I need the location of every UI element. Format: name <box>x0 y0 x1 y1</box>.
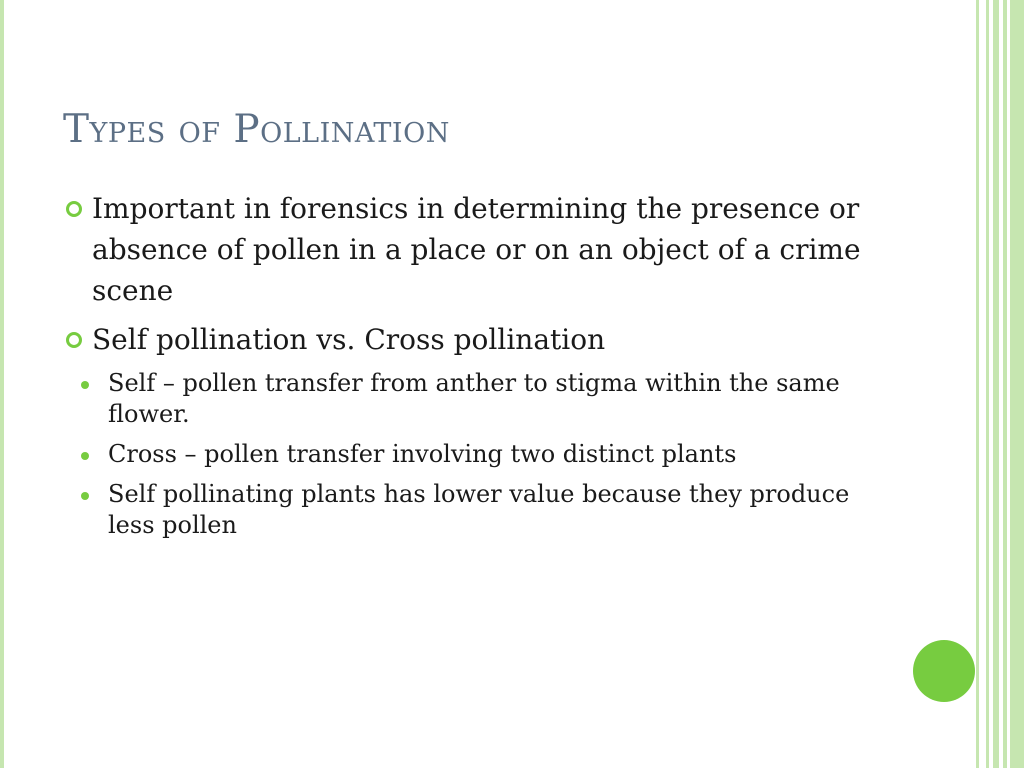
bullet-item <box>66 319 866 360</box>
filled-dot-bullet-icon <box>81 381 89 389</box>
stripe-gap <box>1007 0 1010 768</box>
stripe <box>986 0 989 768</box>
sub-bullet-text: Self – pollen transfer from anther to stigma within the same flower. <box>108 369 840 428</box>
right-decorative-stripes <box>976 0 1024 768</box>
bullet-text: Important in forensics in determining the presence or absence of pollen in a place or on an object of a crime scene <box>92 192 861 307</box>
filled-dot-bullet-icon <box>81 452 89 460</box>
hollow-circle-bullet-icon <box>66 201 82 217</box>
filled-dot-bullet-icon <box>81 492 89 500</box>
bullet-text: Self pollination vs. Cross pollination <box>92 323 606 356</box>
hollow-circle-bullet-icon <box>66 332 82 348</box>
bullet-item <box>66 188 866 311</box>
slide-title: Types of Pollination <box>63 107 450 152</box>
left-border-line <box>0 0 4 768</box>
sub-bullet-list <box>66 368 866 541</box>
slide-content <box>66 188 866 550</box>
stripe <box>976 0 979 768</box>
sub-bullet-item <box>66 368 866 430</box>
green-circle-icon <box>913 640 975 702</box>
sub-bullet-item <box>66 479 866 541</box>
sub-bullet-text: Self pollinating plants has lower value because they produce less pollen <box>108 480 850 539</box>
stripe-gap <box>999 0 1003 768</box>
sub-bullet-item <box>66 439 866 470</box>
sub-bullet-text: Cross – pollen transfer involving two distinct plants <box>108 440 737 468</box>
